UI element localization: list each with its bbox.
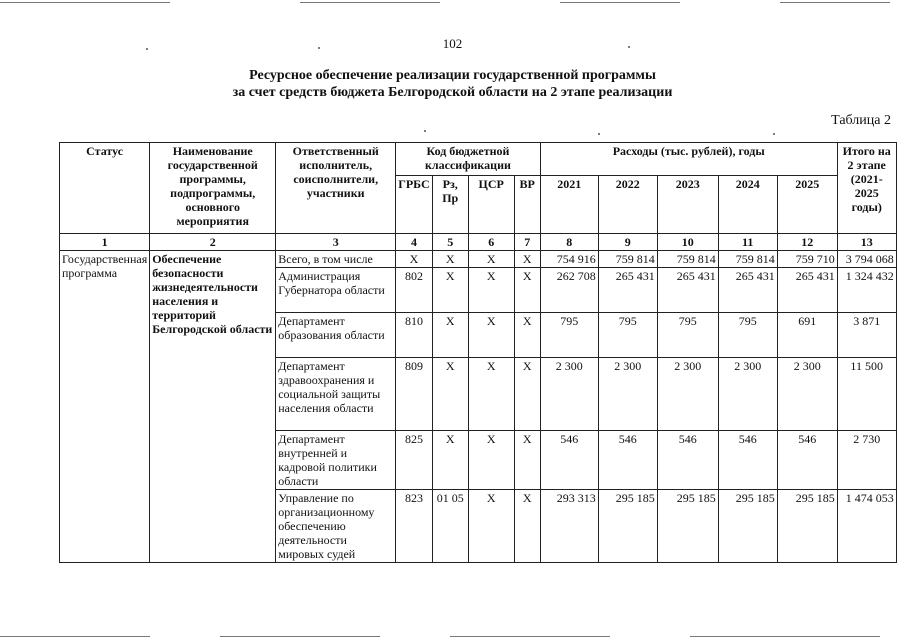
column-number: 6 [468, 234, 514, 251]
csr-cell: Х [468, 313, 514, 358]
header-year: 2024 [718, 176, 777, 234]
header-grbs: ГРБС [396, 176, 432, 234]
rzpr-cell: Х [432, 358, 468, 431]
budget-table [59, 142, 897, 563]
year-value-cell: 546 [718, 431, 777, 490]
column-number: 11 [718, 234, 777, 251]
header-expenses: Расходы (тыс. рублей), годы [540, 143, 837, 176]
year-value-cell: 2 300 [718, 358, 777, 431]
csr-cell: Х [468, 358, 514, 431]
year-value-cell: 295 185 [598, 490, 657, 563]
rzpr-cell: 01 05 [432, 490, 468, 563]
year-value-cell: 795 [540, 313, 598, 358]
vr-cell: Х [514, 490, 540, 563]
csr-cell: Х [468, 251, 514, 268]
scan-edge-line [780, 2, 890, 3]
year-value-cell: 265 431 [657, 268, 718, 313]
header-total: Итого на 2 этапе (2021-2025 годы) [837, 143, 896, 234]
column-number: 12 [777, 234, 837, 251]
year-value-cell: 265 431 [718, 268, 777, 313]
grbs-cell: 810 [396, 313, 432, 358]
total-value-cell: 3 871 [837, 313, 896, 358]
header-rzpr: Рз, Пр [432, 176, 468, 234]
year-value-cell: 295 185 [718, 490, 777, 563]
year-value-cell: 265 431 [598, 268, 657, 313]
year-value-cell: 759 814 [657, 251, 718, 268]
column-number: 1 [60, 234, 150, 251]
vr-cell: Х [514, 313, 540, 358]
page-number: 102 [442, 36, 463, 51]
vr-cell: Х [514, 431, 540, 490]
document-title [0, 67, 905, 101]
year-value-cell: 2 300 [657, 358, 718, 431]
grbs-cell: 809 [396, 358, 432, 431]
header-executor: Ответственный исполнитель, соисполнители, участники [276, 143, 396, 234]
year-value-cell: 546 [657, 431, 718, 490]
total-value-cell: 3 794 068 [837, 251, 896, 268]
scan-edge-line [560, 2, 680, 3]
scan-edge-line [220, 636, 380, 637]
header-year: 2021 [540, 176, 598, 234]
scan-edge-line [690, 636, 880, 637]
grbs-cell: 802 [396, 268, 432, 313]
table-row [60, 251, 897, 268]
header-program-name: Наименование государственной программы, подпрограммы, основного мероприятия [150, 143, 276, 234]
year-value-cell: 759 814 [718, 251, 777, 268]
table-label: Таблица 2 [831, 113, 891, 128]
year-value-cell: 795 [657, 313, 718, 358]
year-value-cell: 293 313 [540, 490, 598, 563]
csr-cell: Х [468, 490, 514, 563]
year-value-cell: 295 185 [657, 490, 718, 563]
year-value-cell: 795 [718, 313, 777, 358]
csr-cell: Х [468, 268, 514, 313]
year-value-cell: 795 [598, 313, 657, 358]
year-value-cell: 295 185 [777, 490, 837, 563]
year-value-cell: 2 300 [777, 358, 837, 431]
vr-cell: Х [514, 251, 540, 268]
title-line-1: Ресурсное обеспечение реализации государственной программы [249, 68, 656, 83]
column-number: 7 [514, 234, 540, 251]
executor-cell: Департамент внутренней и кадровой политики области [276, 431, 396, 490]
scan-speck [773, 133, 775, 135]
year-value-cell: 546 [777, 431, 837, 490]
year-value-cell: 546 [598, 431, 657, 490]
year-value-cell: 2 300 [598, 358, 657, 431]
status-cell: Государственная программа [60, 251, 150, 563]
header-csr: ЦСР [468, 176, 514, 234]
executor-cell: Всего, в том числе [276, 251, 396, 268]
grbs-cell: 823 [396, 490, 432, 563]
year-value-cell: 759 814 [598, 251, 657, 268]
grbs-cell: Х [396, 251, 432, 268]
header-vr: ВР [514, 176, 540, 234]
column-number: 2 [150, 234, 276, 251]
scan-edge-line [300, 2, 440, 3]
rzpr-cell: Х [432, 313, 468, 358]
scan-speck [598, 133, 600, 135]
scan-edge-line [450, 636, 610, 637]
year-value-cell: 2 300 [540, 358, 598, 431]
year-value-cell: 265 431 [777, 268, 837, 313]
column-number-row [60, 234, 897, 251]
total-value-cell: 11 500 [837, 358, 896, 431]
rzpr-cell: Х [432, 431, 468, 490]
header-year: 2025 [777, 176, 837, 234]
csr-cell: Х [468, 431, 514, 490]
header-row-1 [60, 143, 897, 176]
header-year: 2023 [657, 176, 718, 234]
column-number: 8 [540, 234, 598, 251]
year-value-cell: 754 916 [540, 251, 598, 268]
scan-speck [424, 130, 426, 132]
executor-cell: Департамент образования области [276, 313, 396, 358]
title-line-2: за счет средств бюджета Белгородской области на 2 этапе реализации [232, 85, 673, 100]
scan-edge-line [0, 636, 150, 637]
column-number: 4 [396, 234, 432, 251]
header-status: Статус [60, 143, 150, 234]
year-value-cell: 262 708 [540, 268, 598, 313]
year-value-cell: 546 [540, 431, 598, 490]
year-value-cell: 759 710 [777, 251, 837, 268]
executor-cell: Администрация Губернатора области [276, 268, 396, 313]
column-number: 13 [837, 234, 896, 251]
executor-cell: Департамент здравоохранения и социальной защиты населения области [276, 358, 396, 431]
header-year: 2022 [598, 176, 657, 234]
vr-cell: Х [514, 358, 540, 431]
header-budget-code: Код бюджетной классификации [396, 143, 540, 176]
grbs-cell: 825 [396, 431, 432, 490]
executor-cell: Управление по организационному обеспечению деятельности мировых судей [276, 490, 396, 563]
column-number: 3 [276, 234, 396, 251]
total-value-cell: 2 730 [837, 431, 896, 490]
column-number: 9 [598, 234, 657, 251]
scan-edge-line [0, 2, 170, 3]
vr-cell: Х [514, 268, 540, 313]
column-number: 10 [657, 234, 718, 251]
rzpr-cell: Х [432, 251, 468, 268]
total-value-cell: 1 324 432 [837, 268, 896, 313]
program-name-cell: Обеспечение безопасности жизнедеятельности населения и территорий Белгородской области [150, 251, 276, 563]
rzpr-cell: Х [432, 268, 468, 313]
total-value-cell: 1 474 053 [837, 490, 896, 563]
year-value-cell: 691 [777, 313, 837, 358]
column-number: 5 [432, 234, 468, 251]
